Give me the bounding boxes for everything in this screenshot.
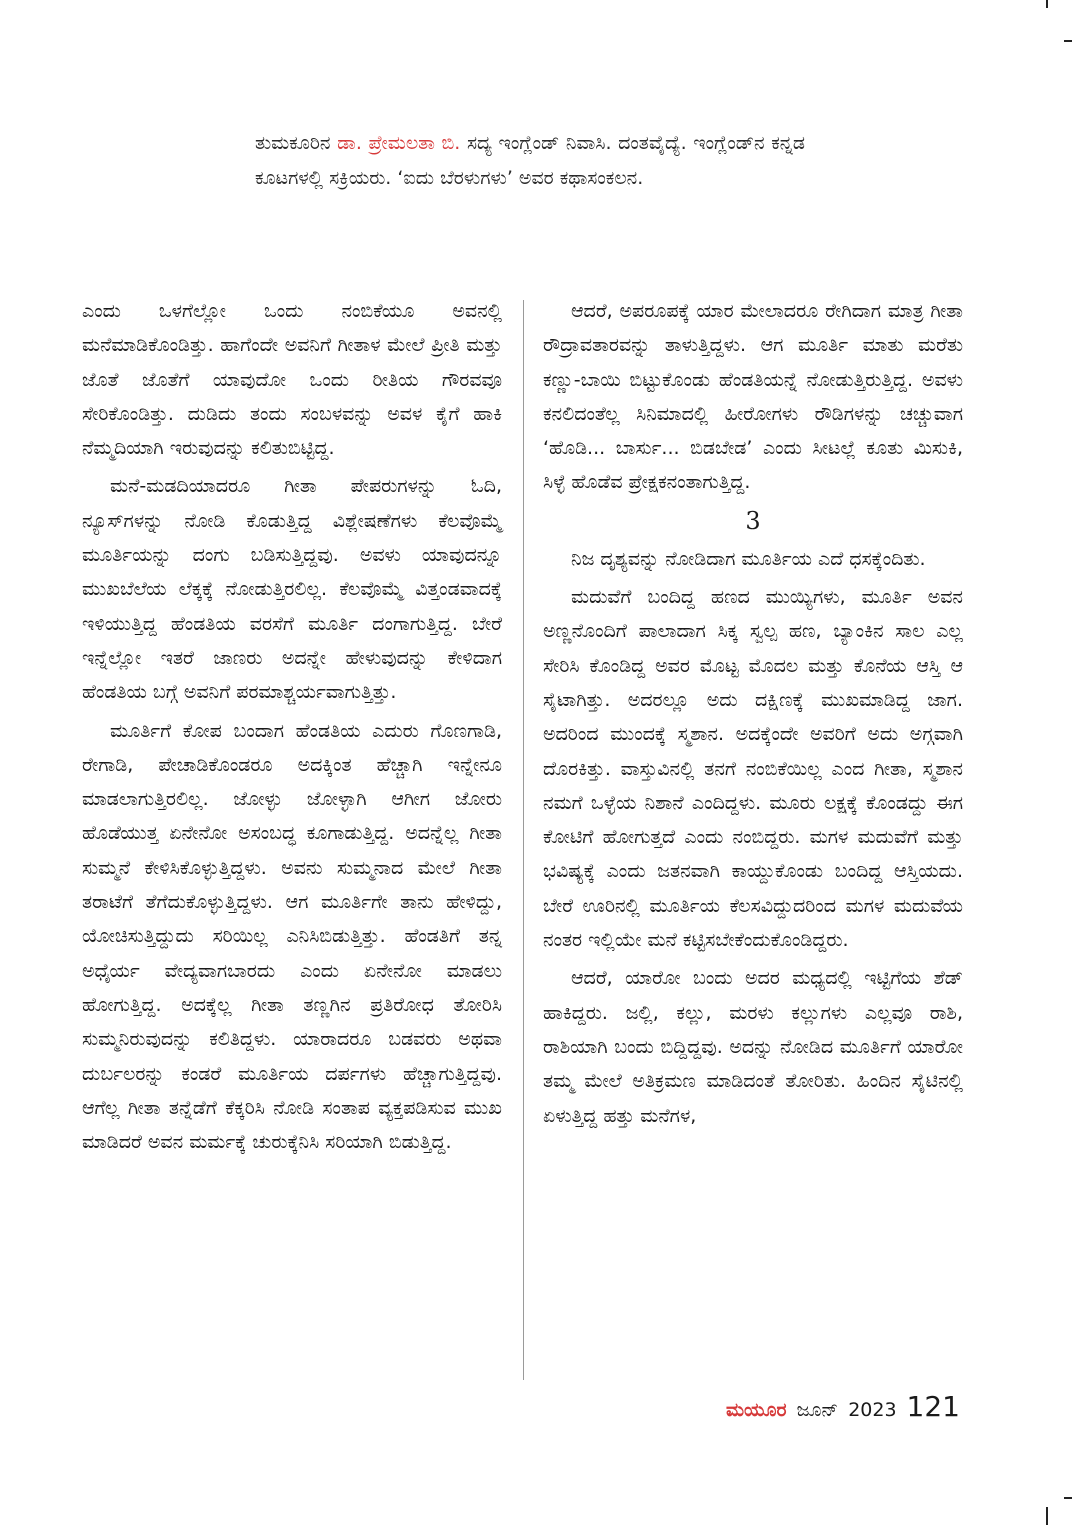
crop-mark-right-top [1064, 40, 1072, 42]
bio-rest: ಸದ್ಯ ಇಂಗ್ಲೆಂಡ್ ನಿವಾಸಿ. ದಂತವೈದ್ಯೆ. ಇಂಗ್ಲೆಂಡ್‌ನ ಕನ್ನಡ ಕೂಟಗಳಲ್ಲಿ ಸಕ್ರಿಯರು. ‘ಐದು ಬೆರಳುಗಳು’ ಅವರ ಕಥಾಸಂಕಲನ. [255, 132, 805, 189]
magazine-logo: ಮಯೂರ [725, 1399, 787, 1421]
section-number: 3 [745, 506, 761, 535]
crop-mark-right-bottom [1064, 1497, 1072, 1499]
author-name: ಡಾ. ಪ್ರೇಮಲತಾ ಬಿ. [337, 132, 461, 154]
paragraph: ಮೂರ್ತಿಗೆ ಕೋಪ ಬಂದಾಗ ಹೆಂಡತಿಯ ಎದುರು ಗೊಣಗಾಡಿ, ರೇಗಾಡಿ, ಪೇಚಾಡಿಕೊಂಡರೂ ಅದಕ್ಕಿಂತ ಹೆಚ್ಚಾಗಿ ಇನ್ನೇನೂ ಮಾಡಲಾಗುತ್ತಿರಲಿಲ್ಲ. ಜೋಳ್ಳು ಜೋಳ್ಳಾಗಿ ಆಗೀಗ ಜೋರು ಹೊಡೆಯುತ್ತ ಏನೇನೋ ಅಸಂಬದ್ಧ ಕೂಗಾಡುತ್ತಿದ್ದ. ಅದನ್ನೆಲ್ಲ ಗೀತಾ ಸುಮ್ಮನೆ ಕೇಳಿಸಿಕೊಳ್ಳುತ್ತಿದ್ದಳು. ಅವನು ಸುಮ್ಮನಾದ ಮೇಲೆ ಗೀತಾ ತರಾಟೆಗೆ ತೆಗೆದುಕೊಳ್ಳುತ್ತಿದ್ದಳು. ಆಗ ಮೂರ್ತಿಗೇ ತಾನು ಹೇಳಿದ್ದು, ಯೋಚಿಸುತ್ತಿದ್ದುದು ಸರಿಯಿಲ್ಲ ಎನಿಸಿಬಿಡುತ್ತಿತ್ತು. ಹೆಂಡತಿಗೆ ತನ್ನ ಅಧೈರ್ಯ ವೇದ್ಯವಾಗಬಾರದು ಎಂದು ಏನೇನೋ ಮಾಡಲು ಹೋಗುತ್ತಿದ್ದ. ಅದಕ್ಕೆಲ್ಲ ಗೀತಾ ತಣ್ಣಗಿನ ಪ್ರತಿರೋಧ ತೋರಿಸಿ ಸುಮ್ಮನಿರುವುದನ್ನು ಕಲಿತಿದ್ದಳು. ಯಾರಾದರೂ ಬಡವರು ಅಥವಾ ದುರ್ಬಲರನ್ನು ಕಂಡರೆ ಮೂರ್ತಿಯ ದರ್ಪಗಳು ಹೆಚ್ಚಾಗುತ್ತಿದ್ದವು. ಆಗೆಲ್ಲ ಗೀತಾ ತನ್ನೆಡೆಗೆ ಕೆಕ್ಕರಿಸಿ ನೋಡಿ ಸಂತಾಪ ವ್ಯಕ್ತಪಡಿಸುವ ಮುಖ ಮಾಡಿದರೆ ಅವನ ಮರ್ಮಕ್ಕೆ ಚುರುಕ್ಕೆನಿಸಿ ಸರಿಯಾಗಿ ಬಿಡುತ್ತಿದ್ದ. [82, 719, 502, 1154]
paragraph: ನಿಜ ದೃಶ್ಯವನ್ನು ನೋಡಿದಾಗ ಮೂರ್ತಿಯ ಎದೆ ಧಸಕ್ಕೆಂದಿತು. [571, 547, 926, 570]
crop-mark-bottom-right [1046, 1507, 1048, 1525]
paragraph: ಆದರೆ, ಅಪರೂಪಕ್ಕೆ ಯಾರ ಮೇಲಾದರೂ ರೇಗಿದಾಗ ಮಾತ್ರ ಗೀತಾ ರೌದ್ರಾವತಾರವನ್ನು ತಾಳುತ್ತಿದ್ದಳು. ಆಗ ಮೂರ್ತಿ ಮಾತು ಮರೆತು ಕಣ್ಣು-ಬಾಯಿ ಬಿಟ್ಟುಕೊಂಡು ಹೆಂಡತಿಯನ್ನೆ ನೋಡುತ್ತಿರುತ್ತಿದ್ದ. ಅವಳು ಕನಲಿದಂತೆಲ್ಲ ಸಿನಿಮಾದಲ್ಲಿ ಹೀರೋಗಳು ರೌಡಿಗಳನ್ನು ಚಚ್ಚುವಾಗ ‘ಹೊಡಿ... ಬಾರ್ಸು... ಬಿಡಬೇಡ’ ಎಂದು ಸೀಟಲ್ಲೆ ಕೂತು ಮಿಸುಕಿ, ಸಿಳ್ಳೆ ಹೊಡೆವ ಪ್ರೇಕ್ಷಕನಂತಾಗುತ್ತಿದ್ದ. [543, 300, 963, 494]
author-bio [255, 126, 805, 196]
crop-mark-top-right [1046, 0, 1048, 8]
page-number: 121 [906, 1390, 960, 1423]
issue-month: ಜೂನ್ [796, 1399, 839, 1421]
bio-prefix: ತುಮಕೂರಿನ [255, 132, 338, 154]
page-footer [726, 1390, 960, 1430]
paragraph: ಮನೆ-ಮಡದಿಯಾದರೂ ಗೀತಾ ಪೇಪರುಗಳನ್ನು ಓದಿ, ನ್ಯೂಸ್‌ಗಳನ್ನು ನೋಡಿ ಕೊಡುತ್ತಿದ್ದ ವಿಶ್ಲೇಷಣೆಗಳು ಕೆಲವೊಮ್ಮೆ ಮೂರ್ತಿಯನ್ನು ದಂಗು ಬಡಿಸುತ್ತಿದ್ದವು. ಅವಳು ಯಾವುದನ್ನೂ ಮುಖಬೆಲೆಯ ಲೆಕ್ಕಕ್ಕೆ ನೋಡುತ್ತಿರಲಿಲ್ಲ. ಕೆಲವೊಮ್ಮೆ ವಿತ್ತಂಡವಾದಕ್ಕೆ ಇಳಿಯುತ್ತಿದ್ದ ಹೆಂಡತಿಯ ವರಸೆಗೆ ಮೂರ್ತಿ ದಂಗಾಗುತ್ತಿದ್ದ. ಬೇರೆ ಇನ್ನೆಲ್ಲೋ ಇತರೆ ಜಾಣರು ಅದನ್ನೇ ಹೇಳುವುದನ್ನು ಕೇಳಿದಾಗ ಹೆಂಡತಿಯ ಬಗ್ಗೆ ಅವನಿಗೆ ಪರಮಾಶ್ಚರ್ಯವಾಗುತ್ತಿತ್ತು. [82, 475, 502, 704]
paragraph: ಎಂದು ಒಳಗೆಲ್ಲೋ ಒಂದು ನಂಬಿಕೆಯೂ ಅವನಲ್ಲಿ ಮನೆಮಾಡಿಕೊಂಡಿತ್ತು. ಹಾಗೆಂದೇ ಅವನಿಗೆ ಗೀತಾಳ ಮೇಲೆ ಪ್ರೀತಿ ಮತ್ತು ಜೊತೆ ಜೊತೆಗೆ ಯಾವುದೋ ಒಂದು ರೀತಿಯ ಗೌರವವೂ ಸೇರಿಕೊಂಡಿತ್ತು. ದುಡಿದು ತಂದು ಸಂಬಳವನ್ನು ಅವಳ ಕೈಗೆ ಹಾಕಿ ನೆಮ್ಮದಿಯಾಗಿ ಇರುವುದನ್ನು ಕಲಿತುಬಿಟ್ಟಿದ್ದ. [82, 300, 502, 460]
paragraph: ಮದುವೆಗೆ ಬಂದಿದ್ದ ಹಣದ ಮುಯ್ಯಿಗಳು, ಮೂರ್ತಿ ಅವನ ಅಣ್ಣನೊಂದಿಗೆ ಪಾಲಾದಾಗ ಸಿಕ್ಕ ಸ್ವಲ್ಪ ಹಣ, ಬ್ಯಾಂಕಿನ ಸಾಲ ಎಲ್ಲ ಸೇರಿಸಿ ಕೊಂಡಿದ್ದ ಅವರ ಮೊಟ್ಟ ಮೊದಲ ಮತ್ತು ಕೊನೆಯ ಆಸ್ತಿ ಆ ಸೈಟಾಗಿತ್ತು. ಅದರಲ್ಲೂ ಅದು ದಕ್ಷಿಣಕ್ಕೆ ಮುಖಮಾಡಿದ್ದ ಜಾಗ. ಅದರಿಂದ ಮುಂದಕ್ಕೆ ಸ್ಮಶಾನ. ಅದಕ್ಕೆಂದೇ ಅವರಿಗೆ ಅದು ಅಗ್ಗವಾಗಿ ದೊರಕಿತ್ತು. ವಾಸ್ತುವಿನಲ್ಲಿ ತನಗೆ ನಂಬಿಕೆಯಿಲ್ಲ ಎಂದ ಗೀತಾ, ಸ್ಮಶಾನ ನಮಗೆ ಒಳ್ಳೆಯ ನಿಶಾನೆ ಎಂದಿದ್ದಳು. ಮೂರು ಲಕ್ಷಕ್ಕೆ ಕೊಂಡದ್ದು ಈಗ ಕೋಟಿಗೆ ಹೋಗುತ್ತದೆ ಎಂದು ನಂಬಿದ್ದರು. ಮಗಳ ಮದುವೆಗೆ ಮತ್ತು ಭವಿಷ್ಯಕ್ಕೆ ಎಂದು ಜತನವಾಗಿ ಕಾಯ್ದುಕೊಂಡು ಬಂದಿದ್ದ ಆಸ್ತಿಯದು. ಬೇರೆ ಊರಿನಲ್ಲಿ ಮೂರ್ತಿಯ ಕೆಲಸವಿದ್ದುದರಿಂದ ಮಗಳ ಮದುವೆಯ ನಂತರ ಇಲ್ಲಿಯೇ ಮನೆ ಕಟ್ಟಿಸಬೇಕೆಂದುಕೊಂಡಿದ್ದರು. [543, 586, 963, 952]
column-divider [523, 300, 524, 1380]
issue-year: 2023 [848, 1399, 897, 1421]
paragraph: ಆದರೆ, ಯಾರೋ ಬಂದು ಅದರ ಮಧ್ಯದಲ್ಲಿ ಇಟ್ಟಿಗೆಯ ಶೆಡ್ ಹಾಕಿದ್ದರು. ಜಲ್ಲಿ, ಕಲ್ಲು, ಮರಳು ಕಲ್ಲುಗಳು ಎಲ್ಲವೂ ರಾಶಿ, ರಾಶಿಯಾಗಿ ಬಂದು ಬಿದ್ದಿದ್ದವು. ಅದನ್ನು ನೋಡಿದ ಮೂರ್ತಿಗೆ ಯಾರೋ ತಮ್ಮ ಮೇಲೆ ಅತಿಕ್ರಮಣ ಮಾಡಿದಂತೆ ತೋರಿತು. ಹಿಂದಿನ ಸೈಟಿನಲ್ಲಿ ಏಳುತ್ತಿದ್ದ ಹತ್ತು ಮನೆಗಳ, [543, 967, 963, 1127]
right-column [543, 294, 963, 1137]
left-column [82, 294, 502, 1163]
